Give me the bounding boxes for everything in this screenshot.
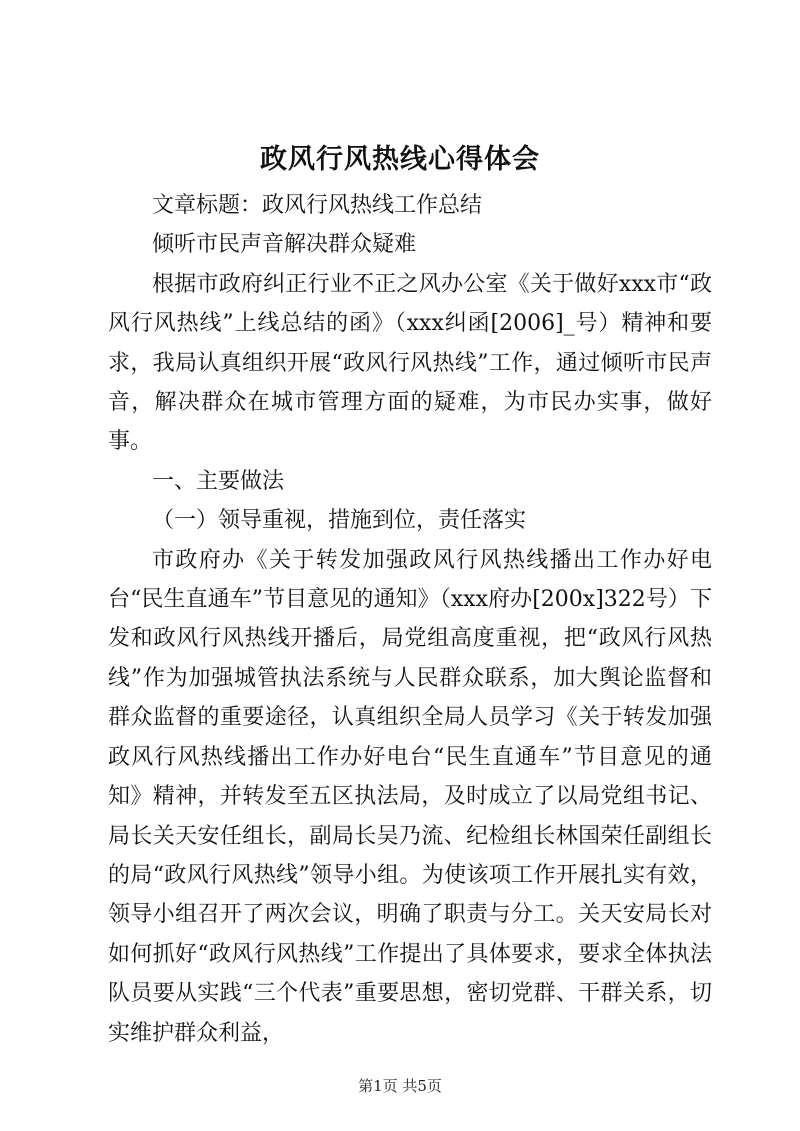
page-footer: 第1页 共5页 [358,1077,442,1095]
paragraph-subtitle: 倾听市民声音解决群众疑难 [152,232,417,258]
paragraph-article-title: 文章标题：政风行风热线工作总结 [152,193,483,218]
subsection-heading-leadership: （一）领导重视，措施到位，责任落实 [152,508,527,534]
paragraph-leadership-details: 市政府办《关于转发加强政风行风热线播出工作办好电台“民生直通车”节目意见的通知》（xxx府办[200x]322号）下发和政风行风热线开播后，局党组高度重视，把“政风行风热线”作为加强城管执法系统与人民群众联系，加大舆论监督和群众监督的重要途径，认真组织全局人员学习《关于转发加强政风行风热线播出工作办好电台“民生直通车”节目意见的通知》精神，并转发至五区执法局，及时成立了以局党组书记、局长关天安任组长，副局长吴乃流、纪检组长林国荣任副组长的局“政风行风热线”领导小组。为使该项工作开展扎实有效，领导小组召开了两次会议，明确了职责与分工。关天安局长对如何抓好“政风行风热线”工作提出了具体要求，要求全体执法队员要从实践“三个代表”重要思想，密切党群、干群关系，切实维护群众利益， [108,547,712,1046]
document-title: 政风行风热线心得体会 [260,144,540,175]
section-heading-main-practices: 一、主要做法 [152,468,285,494]
paragraph-intro: 根据市政府纠正行业不正之风办公室《关于做好xxx市“政风行风热线”上线总结的函》（xxx纠函[2006]_号）精神和要求，我局认真组织开展“政风行风热线”工作，通过倾听市民声音，解决群众在城市管理方面的疑难，为市民办实事，做好事。 [108,271,712,455]
document-body [108,186,712,1053]
